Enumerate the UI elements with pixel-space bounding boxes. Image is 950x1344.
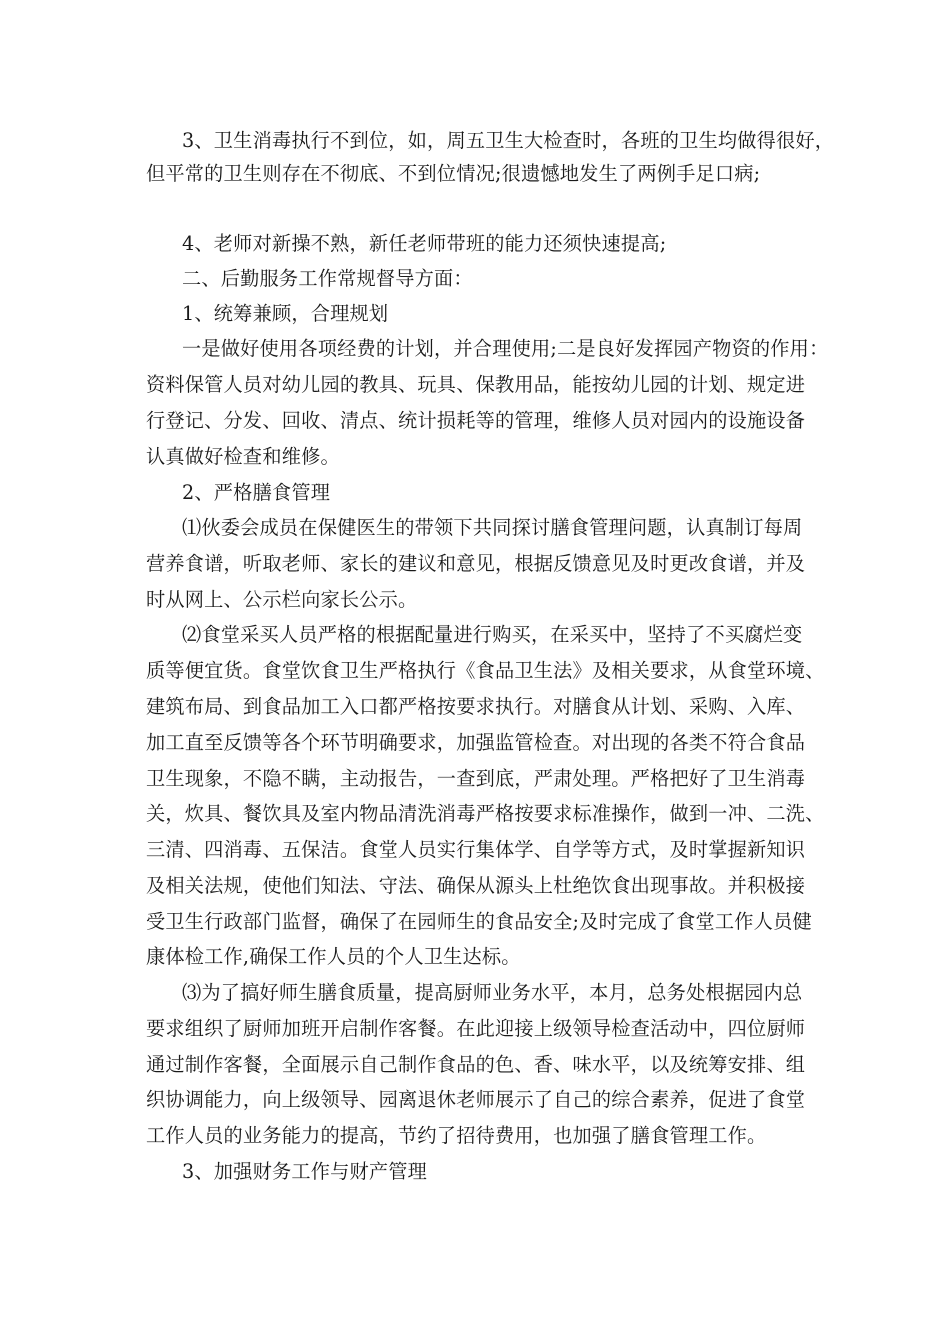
text-line: 受卫生行政部门监督，确保了在园师生的食品安全;及时完成了食堂工作人员健 (146, 910, 812, 933)
subsection-heading: 1、统筹兼顾，合理规划 (182, 302, 389, 325)
text-line: 建筑布局、到食品加工入口都严格按要求执行。对膳食从计划、采购、入库、 (146, 695, 806, 718)
text-line: 加工直至反馈等各个环节明确要求，加强监管检查。对出现的各类不符合食品 (146, 731, 806, 754)
text-line: 时从网上、公示栏向家长公示。 (146, 588, 418, 611)
text-line: 但平常的卫生则存在不彻底、不到位情况;很遗憾地发生了两例手足口病; (146, 162, 761, 185)
section-heading: 二、后勤服务工作常规督导方面： (182, 267, 473, 290)
text-line: 织协调能力，向上级领导、园离退休老师展示了自己的综合素养，促进了食堂 (146, 1088, 806, 1111)
text-line: 行登记、分发、回收、清点、统计损耗等的管理，维修人员对园内的设施设备 (146, 409, 806, 432)
subsection-heading: 3、加强财务工作与财产管理 (182, 1160, 428, 1183)
text-line: ⑵食堂采买人员严格的根据配量进行购买，在采买中，坚持了不买腐烂变 (182, 623, 803, 646)
text-line: 认真做好检查和维修。 (146, 445, 340, 468)
text-line: 康体检工作,确保工作人员的个人卫生达标。 (146, 945, 521, 968)
text-line: 工作人员的业务能力的提高，节约了招待费用，也加强了膳食管理工作。 (146, 1124, 767, 1147)
text-line: 质等便宜货。食堂饮食卫生严格执行《食品卫生法》及相关要求，从食堂环境、 (146, 659, 825, 682)
text-line: ⑴伙委会成员在保健医生的带领下共同探讨膳食管理问题，认真制订每周 (182, 516, 803, 539)
text-line: 关，炊具、餐饮具及室内物品清洗消毒严格按要求标准操作，做到一冲、二洗、 (146, 802, 825, 825)
text-line: 三清、四消毒、五保洁。食堂人员实行集体学、自学等方式，及时掌握新知识 (146, 838, 806, 861)
text-line: 要求组织了厨师加班开启制作客餐。在此迎接上级领导检查活动中，四位厨师 (146, 1017, 806, 1040)
subsection-heading: 2、严格膳食管理 (182, 481, 331, 504)
text-line: 资料保管人员对幼儿园的教具、玩具、保教用品，能按幼儿园的计划、规定进 (146, 373, 806, 396)
text-line: 3、卫生消毒执行不到位，如，周五卫生大检查时，各班的卫生均做得很好， (182, 129, 835, 152)
text-line: 营养食谱，听取老师、家长的建议和意见，根据反馈意见及时更改食谱，并及 (146, 552, 806, 575)
text-line: ⑶为了搞好师生膳食质量，提高厨师业务水平，本月，总务处根据园内总 (182, 981, 803, 1004)
text-line: 一是做好使用各项经费的计划，并合理使用;二是良好发挥园产物资的作用： (182, 337, 829, 360)
text-line: 及相关法规，使他们知法、守法、确保从源头上杜绝饮食出现事故。并积极接 (146, 874, 806, 897)
text-line: 4、老师对新操不熟，新任老师带班的能力还须快速提高; (182, 232, 667, 255)
text-line: 卫生现象，不隐不瞒，主动报告，一查到底，严肃处理。严格把好了卫生消毒 (146, 767, 806, 790)
text-line: 通过制作客餐，全面展示自己制作食品的色、香、味水平，以及统筹安排、组 (146, 1053, 806, 1076)
